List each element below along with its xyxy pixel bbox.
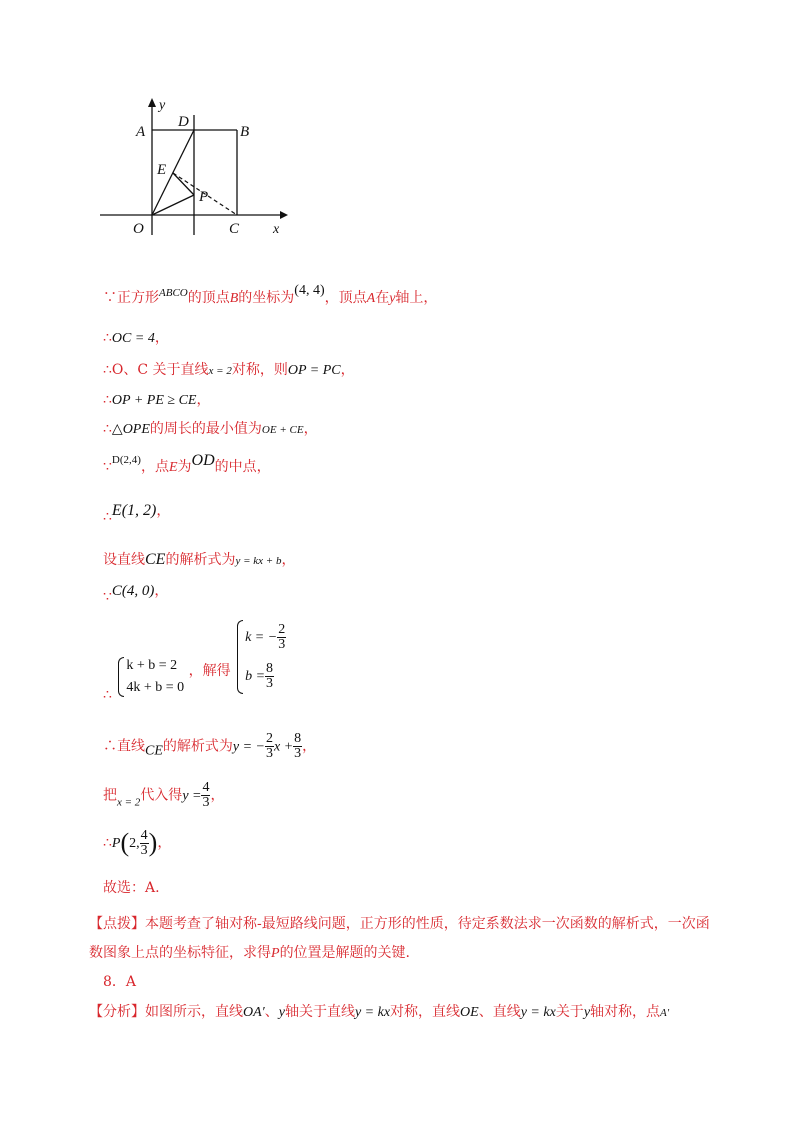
l5-math2: OE + CE <box>261 424 304 436</box>
l1-math1: ABCO <box>159 287 188 299</box>
fraction-intercept <box>293 732 302 761</box>
line-12 <box>103 781 224 810</box>
l5-text2: 的周长的最小值为 <box>149 421 262 437</box>
line-14 <box>103 877 160 897</box>
l1-text5: 在 <box>375 290 390 306</box>
line-7 <box>103 500 170 525</box>
l9-text2: ， <box>154 583 169 599</box>
line-6 <box>103 452 271 476</box>
l8-math1: CE <box>145 551 166 568</box>
fraction-k-den: 3 <box>278 636 286 652</box>
line-4 <box>103 389 210 409</box>
paren-open: ( <box>120 828 130 857</box>
l2-text1: ∴ <box>103 330 112 346</box>
l14-text: 故选：A. <box>103 880 160 896</box>
l9-text1: ∵ <box>103 589 112 605</box>
l1-math5: y <box>389 291 396 306</box>
l8-text1: 设直线 <box>103 552 145 568</box>
line-13 <box>103 828 171 858</box>
line-5 <box>103 418 318 438</box>
l5-text1: ∴ <box>103 421 112 437</box>
label-b: B <box>240 124 250 140</box>
line-1 <box>103 283 437 307</box>
l16-math: P <box>271 946 280 961</box>
l7-math1: E(1, 2) <box>111 502 157 519</box>
l13-inner: 2, <box>129 836 140 851</box>
fraction-k <box>277 623 286 652</box>
l8-text3: ， <box>281 552 296 568</box>
line-17 <box>103 971 136 991</box>
l18-text3: 轴关于直线 <box>284 1004 355 1020</box>
line-15 <box>89 913 710 933</box>
label-p: P <box>199 189 209 205</box>
fraction-k-num: 2 <box>278 621 286 637</box>
l12-lhs: y = <box>182 788 202 804</box>
l12-text1: 把 <box>103 787 117 804</box>
label-c: C <box>229 221 240 237</box>
fraction-b-num: 8 <box>266 660 274 676</box>
l1-math2: B <box>229 291 239 306</box>
line-2 <box>103 327 169 347</box>
l1-text4: ，顶点 <box>324 290 367 306</box>
fraction-slope-den: 3 <box>266 746 273 761</box>
paren-close: ) <box>148 828 158 857</box>
line-8 <box>103 549 295 569</box>
l10-sol1-lhs: k = − <box>245 630 278 645</box>
l1-math3: (4, 4) <box>294 283 325 298</box>
l6-text3: 为 <box>177 459 192 475</box>
l6-math3: OD <box>191 452 215 469</box>
l13-lhs: P <box>111 836 121 851</box>
l7-text1: ∴ <box>103 509 112 525</box>
l4-text2: ， <box>196 392 211 408</box>
l12-math1: x = 2 <box>117 796 141 809</box>
label-x: x <box>273 222 280 237</box>
l6-text1: ∵ <box>103 459 112 475</box>
l10-text2: ，解得 <box>188 663 231 679</box>
l1-text1: ∵正方形 <box>103 290 159 306</box>
solution-system <box>235 618 286 696</box>
fraction-y-num: 4 <box>202 780 210 795</box>
fraction-slope <box>265 732 274 761</box>
equation-system <box>116 655 184 699</box>
l3-text3: ， <box>340 362 355 378</box>
segment-ep <box>173 173 194 195</box>
fraction-p <box>140 829 149 858</box>
l18-math1: OA′ <box>243 1005 265 1020</box>
label-a: A <box>136 124 146 140</box>
label-d: D <box>178 114 189 130</box>
fraction-intercept-den: 3 <box>294 746 302 761</box>
segment-op <box>152 195 194 215</box>
l18-text7: 轴对称，点 <box>590 1004 661 1020</box>
l13-text2: ， <box>157 835 172 851</box>
l18-math7: A′ <box>660 1007 670 1019</box>
l3-text2: 对称，则 <box>231 362 288 378</box>
l6-math1: D(2,4) <box>111 454 141 466</box>
l6-math2: E <box>168 460 178 475</box>
l18-text6: 关于 <box>555 1004 584 1020</box>
fraction-slope-num: 2 <box>266 731 273 746</box>
l18-math6: y <box>583 1005 591 1020</box>
l16-text1: 数图象上点的坐标特征，求得 <box>89 945 271 961</box>
l10-sol2-lhs: b = <box>245 669 266 684</box>
label-o: O <box>133 221 144 237</box>
l12-text3: ， <box>210 787 225 804</box>
label-e: E <box>157 162 167 178</box>
l3-math1: x = 2 <box>208 365 232 377</box>
l6-text2: ，点 <box>140 459 169 475</box>
l1-text6: 轴上， <box>395 290 438 306</box>
l3-math2: OP = PC <box>287 363 341 378</box>
l11-text1: ∴直线 <box>103 738 145 755</box>
l15-text: 【点拨】本题考查了轴对称-最短路线问题，正方形的性质，待定系数法求一次函数的解析式，一次函 <box>89 916 710 932</box>
l11-lhs: y = − <box>232 739 265 755</box>
l1-math4: A <box>366 291 376 306</box>
l18-math3: y = kx <box>354 1005 391 1020</box>
l18-math2: y <box>278 1005 285 1020</box>
l16-text2: 的位置是解题的关键. <box>279 945 411 961</box>
l12-text2: 代入得 <box>140 787 183 804</box>
l10-text1: ∴ <box>103 687 112 703</box>
l5-text3: ， <box>303 421 318 437</box>
geometry-figure <box>95 95 295 245</box>
line-11 <box>103 732 316 761</box>
line-10 <box>103 621 286 706</box>
l11-math1: CE <box>145 743 163 759</box>
fraction-b-den: 3 <box>266 675 274 691</box>
fraction-intercept-num: 8 <box>294 731 302 746</box>
l9-math1: C(4, 0) <box>111 583 155 599</box>
l10-eq2: 4k + b = 0 <box>126 680 185 695</box>
line-3 <box>103 359 355 379</box>
line-16 <box>89 942 410 962</box>
l11-text3: ， <box>302 738 317 755</box>
l2-text2: ， <box>154 330 169 346</box>
l8-text2: 的解析式为 <box>165 552 236 568</box>
l18-math4: OE <box>460 1005 479 1020</box>
l4-math1: OP + PE ≥ CE <box>111 393 197 408</box>
x-axis-arrow <box>280 211 288 219</box>
l11-text2: 的解析式为 <box>162 738 233 755</box>
l3-text1: ∴O、C 关于直线 <box>103 362 209 378</box>
l1-text3: 的坐标为 <box>238 290 295 306</box>
l8-math2: y = kx + b <box>235 555 282 567</box>
l4-text1: ∴ <box>103 392 112 408</box>
l18-text1: 【分析】如图所示，直线 <box>89 1004 243 1020</box>
line-18 <box>89 1001 669 1021</box>
fraction-y-den: 3 <box>202 795 210 810</box>
line-9 <box>103 580 168 605</box>
l18-text5: 、直线 <box>478 1004 521 1020</box>
l2-math1: OC = 4 <box>111 331 155 346</box>
l1-text2: 的顶点 <box>187 290 230 306</box>
fraction-p-num: 4 <box>140 827 148 843</box>
l17-text: 8．A <box>103 974 137 990</box>
fraction-p-den: 3 <box>140 842 148 858</box>
label-y: y <box>159 98 166 113</box>
l13-text1: ∴ <box>103 835 112 851</box>
fraction-b <box>265 662 274 691</box>
l18-text2: 、 <box>264 1004 279 1020</box>
l5-math1: △OPE <box>111 422 150 437</box>
l10-eq1: k + b = 2 <box>126 658 178 673</box>
y-axis-arrow <box>148 98 156 107</box>
l6-text4: 的中点， <box>214 459 271 475</box>
l7-text2: ， <box>156 503 171 519</box>
l18-text4: 对称，直线 <box>390 1004 461 1020</box>
l11-mid: x + <box>274 739 294 755</box>
l18-math5: y = kx <box>520 1005 556 1020</box>
